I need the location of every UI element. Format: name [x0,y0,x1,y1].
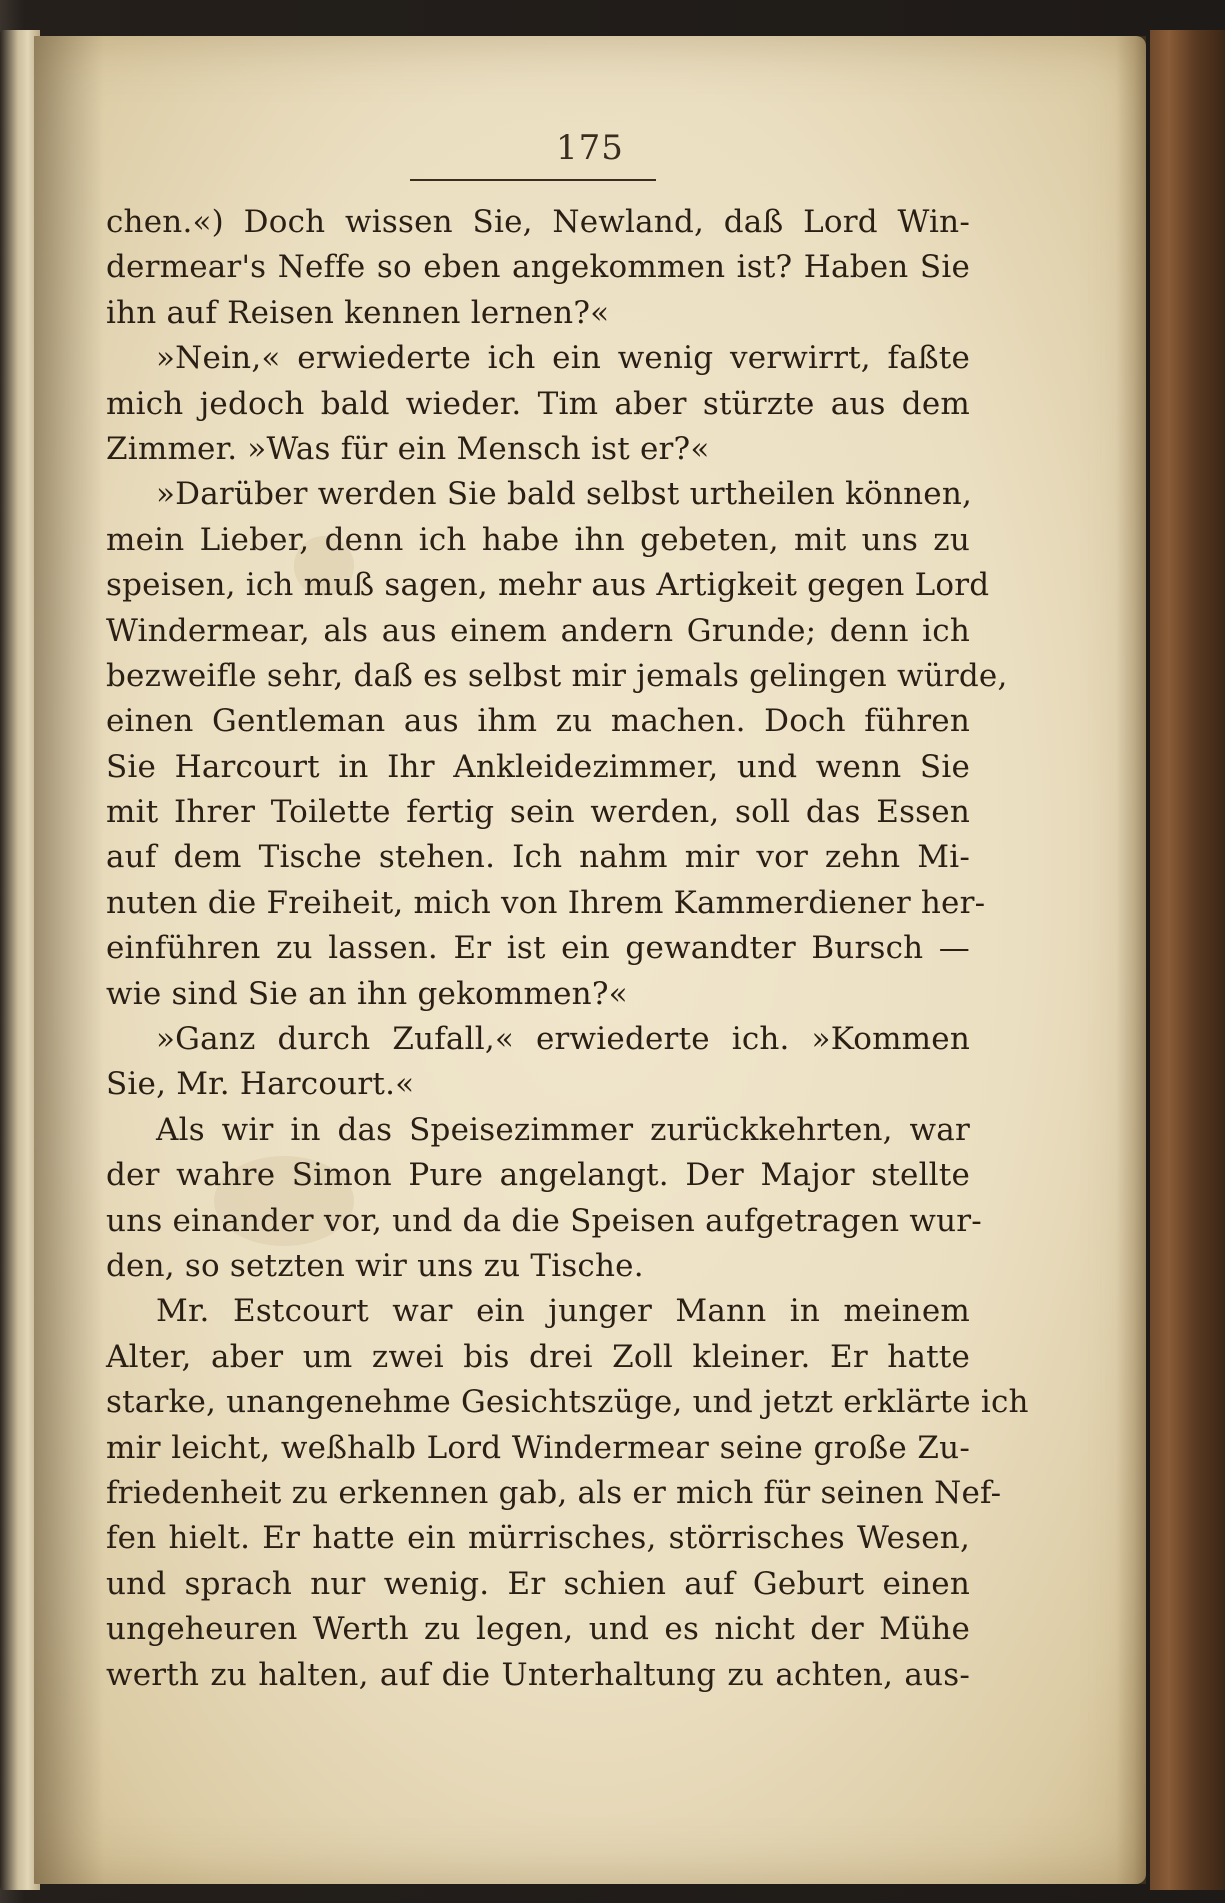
text-line: »Nein,« erwiederte ich ein wenig verwirrt, faßte [156,340,970,377]
text-line: den, so setzten wir uns zu Tische. [106,1247,644,1284]
text-line: werth zu halten, auf die Unterhaltung zu achten, aus- [106,1656,970,1693]
text-line: speisen, ich muß sagen, mehr aus Artigkeit gegen Lord [106,567,990,604]
text-line: mir leicht, weßhalb Lord Windermear seine große Zu- [106,1429,970,1466]
text-line: Zimmer. »Was für ein Mensch ist er?« [106,430,710,467]
body-text [106,200,1029,1698]
page-edge-shading [1116,36,1146,1884]
gutter-shadow [34,36,104,1884]
text-line: Sie, Mr. Harcourt.« [106,1066,415,1103]
book-page [34,36,1146,1884]
text-line: bezweifle sehr, daß es selbst mir jemals gelingen würde, [106,657,1008,694]
text-line: fen hielt. Er hatte ein mürrisches, störrisches Wesen, [106,1520,970,1557]
header-rule [410,179,656,181]
text-line: Alter, aber um zwei bis drei Zoll kleiner. Er hatte [106,1338,970,1375]
text-line: einführen zu lassen. Er ist ein gewandter Bursch — [106,930,970,967]
text-line: chen.«) Doch wissen Sie, Newland, daß Lord Win- [106,204,970,240]
text-line: der wahre Simon Pure angelangt. Der Major stellte [106,1157,970,1194]
text-line: friedenheit zu erkennen gab, als er mich für seinen Nef- [106,1474,1002,1511]
text-line: mit Ihrer Toilette fertig sein werden, soll das Essen [106,794,970,831]
page-number: 175 [556,128,624,168]
text-line: wie sind Sie an ihn gekommen?« [106,975,628,1012]
text-line: »Darüber werden Sie bald selbst urtheilen können, [156,476,973,513]
book-cover-edge [1150,30,1225,1890]
text-line: Als wir in das Speisezimmer zurückkehrten, war [156,1111,970,1148]
text-line: einen Gentleman aus ihm zu machen. Doch führen [106,703,970,740]
text-line: dermear's Neffe so eben angekommen ist? Haben Sie [106,249,970,286]
text-line: ungeheuren Werth zu legen, und es nicht der Mühe [106,1611,970,1648]
text-line: ihn auf Reisen kennen lernen?« [106,294,610,331]
text-line: »Ganz durch Zufall,« erwiederte ich. »Kommen [156,1021,970,1058]
text-line: Sie Harcourt in Ihr Ankleidezimmer, und wenn Sie [106,748,970,785]
text-line: Mr. Estcourt war ein junger Mann in meinem [156,1293,970,1330]
text-line: nuten die Freiheit, mich von Ihrem Kammerdiener her- [106,884,986,921]
text-line: auf dem Tische stehen. Ich nahm mir vor zehn Mi- [106,839,970,876]
text-line: mich jedoch bald wieder. Tim aber stürzte aus dem [106,385,970,422]
text-line: und sprach nur wenig. Er schien auf Geburt einen [106,1565,970,1602]
text-line: starke, unangenehme Gesichtszüge, und jetzt erklärte ich [106,1384,1029,1421]
text-line: Windermear, als aus einem andern Grunde; denn ich [106,612,970,649]
text-line: uns einander vor, und da die Speisen aufgetragen wur- [106,1202,982,1239]
text-line: mein Lieber, denn ich habe ihn gebeten, mit uns zu [106,521,970,558]
